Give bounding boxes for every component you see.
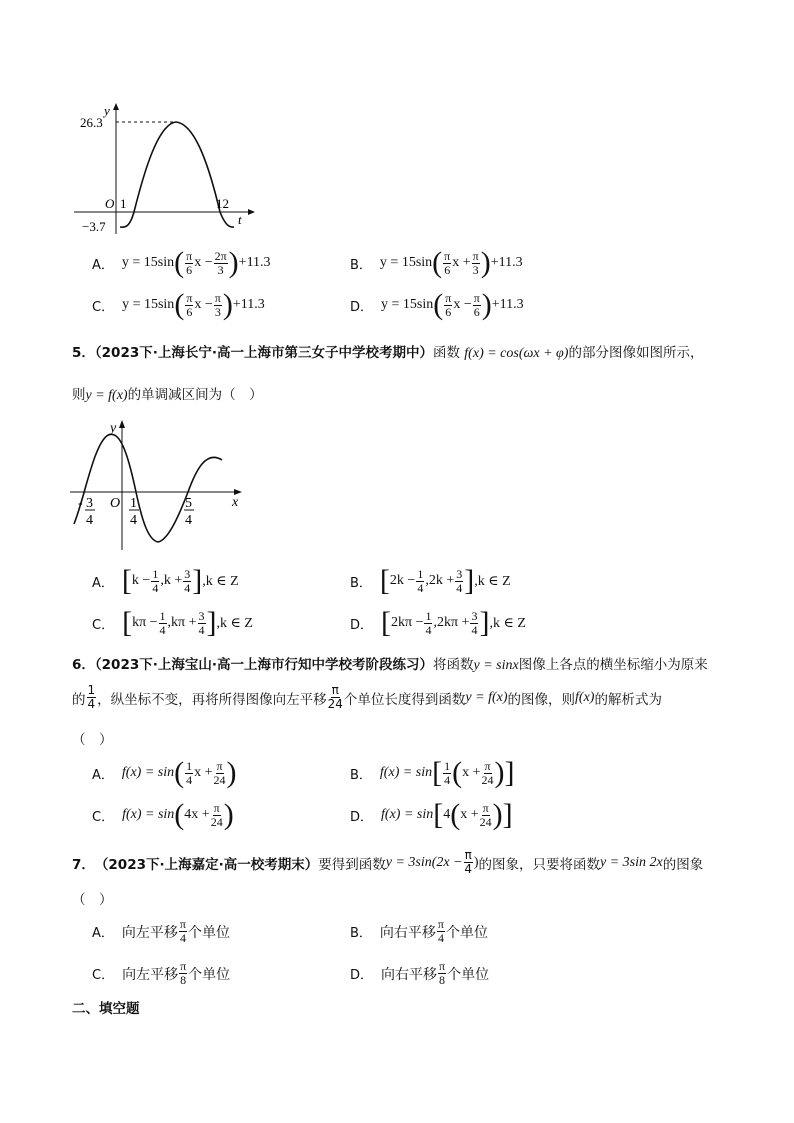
q4-option-a[interactable]: A． y = 15sin ( $\frac{\pi}{6}$ x − $\frac{2\pi}{3}$ ) +11.3 — [92, 246, 271, 279]
tick-b-den: 4 — [185, 513, 192, 528]
q5-option-c[interactable]: C． [ kπ − $\frac{1}{4}$ ,kπ + $\frac{3}{4}$ ] ,k ∈ Z — [92, 606, 253, 639]
cosine-curve — [74, 434, 222, 542]
q4-option-d[interactable]: D． y = 15sin ( $\frac{\pi}{6}$ x − $\frac{\pi}{6}$ ) +11.3 — [350, 288, 524, 321]
tick-a-num: 1 — [130, 496, 137, 511]
y-label: y — [104, 103, 110, 118]
q5-stem-line1: 5．（2023下·上海长宁·高一上海市第三女子中学校考期中）函数 f(x) = cos(ωx + φ)的部分图像如图所示， — [72, 345, 704, 361]
q4-option-c[interactable]: C． y = 15sin ( $\frac{\pi}{6}$ x − $\frac{\pi}{3}$ ) +11.3 — [92, 288, 265, 321]
q6-option-c[interactable]: C． f(x) = sin ( 4x + $\frac{\pi}{24}$ ) — [92, 798, 234, 831]
y-label: y — [110, 421, 117, 436]
y-max-label: 26.3 — [80, 115, 103, 130]
sine-curve — [120, 122, 234, 227]
graph-q4 — [70, 100, 260, 240]
q6-option-d[interactable]: D． f(x) = sin [ 4 ( x + $\frac{\pi}{24}$ ) ] — [350, 798, 513, 831]
graph-q5 — [66, 414, 256, 554]
x-label: x — [232, 495, 239, 510]
q6-stem-line1: 6．（2023下·上海宝山·高一上海市行知中学校考阶段练习）将函数y = sinx图像上各点的横坐标缩小为原来 — [72, 657, 708, 673]
q5-option-d[interactable]: D． [ 2kπ − $\frac{1}{4}$ ,2kπ + $\frac{3}{4}$ ] ,k ∈ Z — [350, 606, 526, 639]
origin-label: O — [110, 496, 121, 511]
x-tick-12: 12 — [216, 196, 229, 211]
q5-stem-line2: 则y = f(x)的单调减区间为（ ） — [72, 387, 263, 403]
q7-option-a[interactable]: A． 向左平移 $\frac{\pi}{4}$ 个单位 — [92, 917, 230, 945]
q5-option-a[interactable]: A． [ k − $\frac{1}{4}$ ,k + $\frac{3}{4}$ ] ,k ∈ Z — [92, 564, 239, 597]
q7-option-b[interactable]: B． 向右平移 $\frac{\pi}{4}$ 个单位 — [350, 917, 488, 945]
y-min-label: −3.7 — [82, 219, 106, 234]
q6-stem-line2: 的 $\frac{1}{4}$ ，纵坐标不变，再将所得图像向左平移 $\frac{\pi}{24}$ 个单位长度得到函数 y = f(x) 的图像，则 f(x) 的解析式为 — [72, 683, 662, 711]
y-axis-arrow — [113, 103, 119, 110]
tick-a-den: 4 — [130, 513, 137, 528]
t-axis-arrow — [248, 209, 255, 215]
x-tick-1: 1 — [120, 196, 127, 211]
section-heading: 二、填空题 — [72, 1001, 140, 1017]
q6-stem-line3: （ ） — [72, 732, 113, 748]
q7-stem-line2: （ ） — [72, 892, 113, 908]
y-axis-arrow — [119, 420, 125, 428]
tick-b-num: 5 — [185, 496, 192, 511]
q6-option-a[interactable]: A． f(x) = sin ( $\frac{1}{4}$ x + $\frac{\pi}{24}$ ) — [92, 756, 237, 789]
q4-option-b[interactable]: B． y = 15sin ( $\frac{\pi}{6}$ x + $\frac{\pi}{3}$ ) +11.3 — [350, 246, 523, 279]
q7-stem-line1: 7． （2023下·上海嘉定·高一校考期末） 要得到函数 y = 3sin(2x − $\frac{\pi}{4}$ ) 的图象，只要将函数 y = 3sin 2x 的图象 — [72, 848, 704, 876]
tick-neg-num: 3 — [86, 496, 93, 511]
t-label: t — [238, 212, 242, 227]
q7-option-d[interactable]: D． 向右平移 $\frac{\pi}{8}$ 个单位 — [350, 959, 490, 987]
q7-option-c[interactable]: C． 向左平移 $\frac{\pi}{8}$ 个单位 — [92, 959, 231, 987]
origin-label: O — [105, 196, 115, 211]
tick-neg-sign: - — [78, 496, 83, 511]
q5-option-b[interactable]: B． [ 2k − $\frac{1}{4}$ ,2k + $\frac{3}{4}$ ] ,k ∈ Z — [350, 564, 511, 597]
tick-neg-den: 4 — [86, 513, 93, 528]
q6-option-b[interactable]: B． f(x) = sin [ $\frac{1}{4}$ ( x + $\frac{\pi}{24}$ ) ] — [350, 756, 515, 789]
